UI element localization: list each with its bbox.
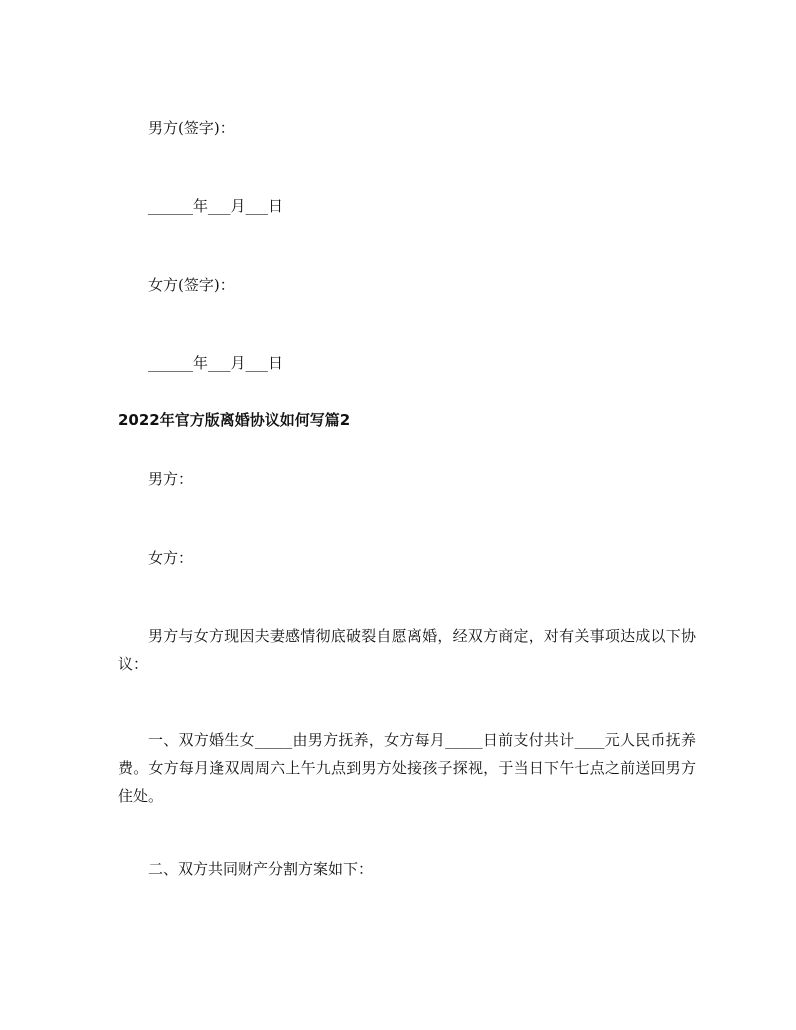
- male-date-line: ______年___月___日: [148, 197, 284, 215]
- female-date-line: ______年___月___日: [148, 354, 284, 372]
- clause-two-paragraph: 二、双方共同财产分割方案如下：: [148, 860, 374, 878]
- female-signature-line: 女方(签字)：: [148, 276, 235, 294]
- clause-one-paragraph: 一、双方婚生女_____由男方抚养，女方每月_____日前支付共计____元人民币抚养费。女方每月逢双周周六上午九点到男方处接孩子探视，于当日下午七点之前送回男方住处。: [118, 731, 696, 805]
- female-party-label: 女方：: [148, 549, 194, 567]
- male-signature-line: 男方(签字)：: [148, 119, 235, 137]
- male-party-label: 男方：: [148, 470, 194, 488]
- section-heading: 2022年官方版离婚协议如何写篇2: [118, 411, 351, 429]
- intro-paragraph: 男方与女方现因夫妻感情彻底破裂自愿离婚，经双方商定，对有关事项达成以下协议：: [118, 627, 696, 673]
